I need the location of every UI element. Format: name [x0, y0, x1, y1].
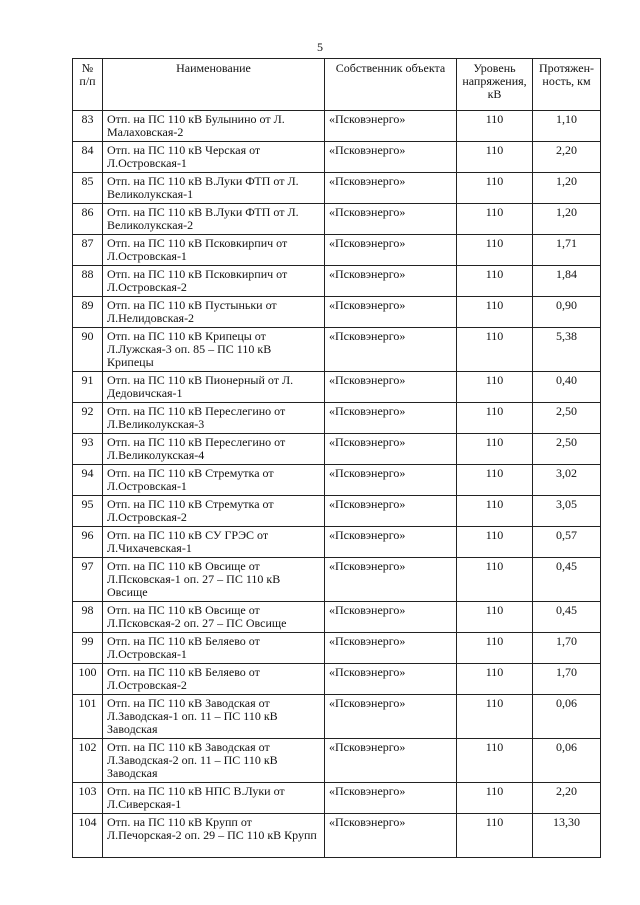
row-length: 0,57 — [533, 527, 601, 558]
row-name: Отп. на ПС 110 кВ Булынино от Л. Малаховская-2 — [103, 111, 325, 142]
row-voltage: 110 — [457, 403, 533, 434]
row-name: Отп. на ПС 110 кВ В.Луки ФТП от Л. Великолукская-1 — [103, 173, 325, 204]
row-owner: «Псковэнерго» — [325, 434, 457, 465]
row-voltage: 110 — [457, 142, 533, 173]
table-row — [73, 695, 601, 739]
row-voltage: 110 — [457, 434, 533, 465]
row-name: Отп. на ПС 110 кВ Псковкирпич от Л.Островская-2 — [103, 266, 325, 297]
row-number: 101 — [73, 695, 103, 739]
row-owner: «Псковэнерго» — [325, 783, 457, 814]
row-length: 1,10 — [533, 111, 601, 142]
table-row — [73, 297, 601, 328]
row-name: Отп. на ПС 110 кВ Овсище от Л.Псковская-1 оп. 27 – ПС 110 кВ Овсище — [103, 558, 325, 602]
row-voltage: 110 — [457, 496, 533, 527]
row-number: 93 — [73, 434, 103, 465]
row-length: 3,02 — [533, 465, 601, 496]
row-owner: «Псковэнерго» — [325, 372, 457, 403]
row-name: Отп. на ПС 110 кВ Заводская от Л.Заводская-1 оп. 11 – ПС 110 кВ Заводская — [103, 695, 325, 739]
table-row — [73, 465, 601, 496]
table-row — [73, 403, 601, 434]
page-number: 5 — [317, 40, 323, 54]
row-voltage: 110 — [457, 111, 533, 142]
table-row — [73, 783, 601, 814]
row-length: 2,20 — [533, 783, 601, 814]
row-name: Отп. на ПС 110 кВ В.Луки ФТП от Л. Великолукская-2 — [103, 204, 325, 235]
row-name: Отп. на ПС 110 кВ Беляево от Л.Островская-1 — [103, 633, 325, 664]
row-number: 90 — [73, 328, 103, 372]
row-owner: «Псковэнерго» — [325, 496, 457, 527]
row-length: 0,40 — [533, 372, 601, 403]
row-voltage: 110 — [457, 173, 533, 204]
row-number: 88 — [73, 266, 103, 297]
row-number: 92 — [73, 403, 103, 434]
table-row — [73, 235, 601, 266]
row-voltage: 110 — [457, 602, 533, 633]
row-owner: «Псковэнерго» — [325, 558, 457, 602]
row-voltage: 110 — [457, 664, 533, 695]
row-number: 91 — [73, 372, 103, 403]
row-voltage: 110 — [457, 204, 533, 235]
row-length: 0,90 — [533, 297, 601, 328]
row-voltage: 110 — [457, 695, 533, 739]
row-owner: «Псковэнерго» — [325, 814, 457, 858]
row-voltage: 110 — [457, 633, 533, 664]
row-number: 104 — [73, 814, 103, 858]
row-owner: «Псковэнерго» — [325, 266, 457, 297]
row-voltage: 110 — [457, 814, 533, 858]
row-length: 2,50 — [533, 403, 601, 434]
row-length: 1,84 — [533, 266, 601, 297]
table-row — [73, 173, 601, 204]
row-name: Отп. на ПС 110 кВ Черская от Л.Островская-1 — [103, 142, 325, 173]
row-length: 0,45 — [533, 558, 601, 602]
row-owner: «Псковэнерго» — [325, 142, 457, 173]
row-name: Отп. на ПС 110 кВ Крупп от Л.Печорская-2 оп. 29 – ПС 110 кВ Крупп — [103, 814, 325, 858]
row-number: 94 — [73, 465, 103, 496]
row-length: 1,20 — [533, 173, 601, 204]
row-length: 5,38 — [533, 328, 601, 372]
table-row — [73, 558, 601, 602]
row-name: Отп. на ПС 110 кВ Пионерный от Л. Дедовичская-1 — [103, 372, 325, 403]
row-length: 2,50 — [533, 434, 601, 465]
row-owner: «Псковэнерго» — [325, 204, 457, 235]
row-length: 0,45 — [533, 602, 601, 633]
row-voltage: 110 — [457, 783, 533, 814]
row-number: 87 — [73, 235, 103, 266]
row-number: 102 — [73, 739, 103, 783]
table-row — [73, 739, 601, 783]
row-name: Отп. на ПС 110 кВ Переслегино от Л.Великолукская-4 — [103, 434, 325, 465]
row-owner: «Псковэнерго» — [325, 695, 457, 739]
table-row — [73, 434, 601, 465]
row-voltage: 110 — [457, 235, 533, 266]
row-voltage: 110 — [457, 328, 533, 372]
row-number: 99 — [73, 633, 103, 664]
row-voltage: 110 — [457, 558, 533, 602]
row-owner: «Псковэнерго» — [325, 465, 457, 496]
row-number: 85 — [73, 173, 103, 204]
header-owner: Собственник объекта — [325, 59, 457, 111]
row-number: 100 — [73, 664, 103, 695]
row-length: 1,70 — [533, 664, 601, 695]
header-name: Наименование — [103, 59, 325, 111]
table-row — [73, 602, 601, 633]
row-owner: «Псковэнерго» — [325, 173, 457, 204]
row-name: Отп. на ПС 110 кВ Переслегино от Л.Великолукская-3 — [103, 403, 325, 434]
row-length: 0,06 — [533, 739, 601, 783]
row-owner: «Псковэнерго» — [325, 403, 457, 434]
table-row — [73, 266, 601, 297]
table-row — [73, 633, 601, 664]
row-owner: «Псковэнерго» — [325, 664, 457, 695]
table-row — [73, 372, 601, 403]
row-name: Отп. на ПС 110 кВ СУ ГРЭС от Л.Чихачевская-1 — [103, 527, 325, 558]
row-length: 1,70 — [533, 633, 601, 664]
row-voltage: 110 — [457, 266, 533, 297]
row-length: 1,71 — [533, 235, 601, 266]
row-owner: «Псковэнерго» — [325, 527, 457, 558]
table-row — [73, 496, 601, 527]
row-name: Отп. на ПС 110 кВ Овсище от Л.Псковская-2 оп. 27 – ПС Овсище — [103, 602, 325, 633]
row-owner: «Псковэнерго» — [325, 602, 457, 633]
table-row — [73, 328, 601, 372]
header-num: № п/п — [73, 59, 103, 111]
row-length: 2,20 — [533, 142, 601, 173]
row-name: Отп. на ПС 110 кВ Стремутка от Л.Островская-1 — [103, 465, 325, 496]
row-number: 84 — [73, 142, 103, 173]
table-row — [73, 527, 601, 558]
table-body — [73, 111, 601, 858]
row-number: 86 — [73, 204, 103, 235]
row-voltage: 110 — [457, 527, 533, 558]
row-name: Отп. на ПС 110 кВ НПС В.Луки от Л.Сиверская-1 — [103, 783, 325, 814]
row-number: 95 — [73, 496, 103, 527]
row-owner: «Псковэнерго» — [325, 739, 457, 783]
row-owner: «Псковэнерго» — [325, 633, 457, 664]
row-voltage: 110 — [457, 465, 533, 496]
row-owner: «Псковэнерго» — [325, 111, 457, 142]
row-name: Отп. на ПС 110 кВ Псковкирпич от Л.Островская-1 — [103, 235, 325, 266]
row-voltage: 110 — [457, 372, 533, 403]
row-number: 96 — [73, 527, 103, 558]
header-row — [73, 59, 601, 111]
row-owner: «Псковэнерго» — [325, 297, 457, 328]
header-length: Протяжен-ность, км — [533, 59, 601, 111]
row-name: Отп. на ПС 110 кВ Стремутка от Л.Островская-2 — [103, 496, 325, 527]
table-row — [73, 814, 601, 858]
row-length: 3,05 — [533, 496, 601, 527]
table-row — [73, 664, 601, 695]
row-number: 103 — [73, 783, 103, 814]
row-number: 97 — [73, 558, 103, 602]
row-name: Отп. на ПС 110 кВ Пустыньки от Л.Нелидовская-2 — [103, 297, 325, 328]
row-name: Отп. на ПС 110 кВ Заводская от Л.Заводская-2 оп. 11 – ПС 110 кВ Заводская — [103, 739, 325, 783]
row-number: 83 — [73, 111, 103, 142]
register-table — [72, 58, 601, 858]
row-owner: «Псковэнерго» — [325, 235, 457, 266]
row-owner: «Псковэнерго» — [325, 328, 457, 372]
table-row — [73, 204, 601, 235]
row-name: Отп. на ПС 110 кВ Беляево от Л.Островская-2 — [103, 664, 325, 695]
header-voltage: Уровень напряжения, кВ — [457, 59, 533, 111]
row-voltage: 110 — [457, 739, 533, 783]
row-length: 0,06 — [533, 695, 601, 739]
table-row — [73, 142, 601, 173]
row-length: 13,30 — [533, 814, 601, 858]
row-length: 1,20 — [533, 204, 601, 235]
row-voltage: 110 — [457, 297, 533, 328]
table-row — [73, 111, 601, 142]
row-number: 89 — [73, 297, 103, 328]
row-name: Отп. на ПС 110 кВ Крипецы от Л.Лужская-3 оп. 85 – ПС 110 кВ Крипецы — [103, 328, 325, 372]
row-number: 98 — [73, 602, 103, 633]
